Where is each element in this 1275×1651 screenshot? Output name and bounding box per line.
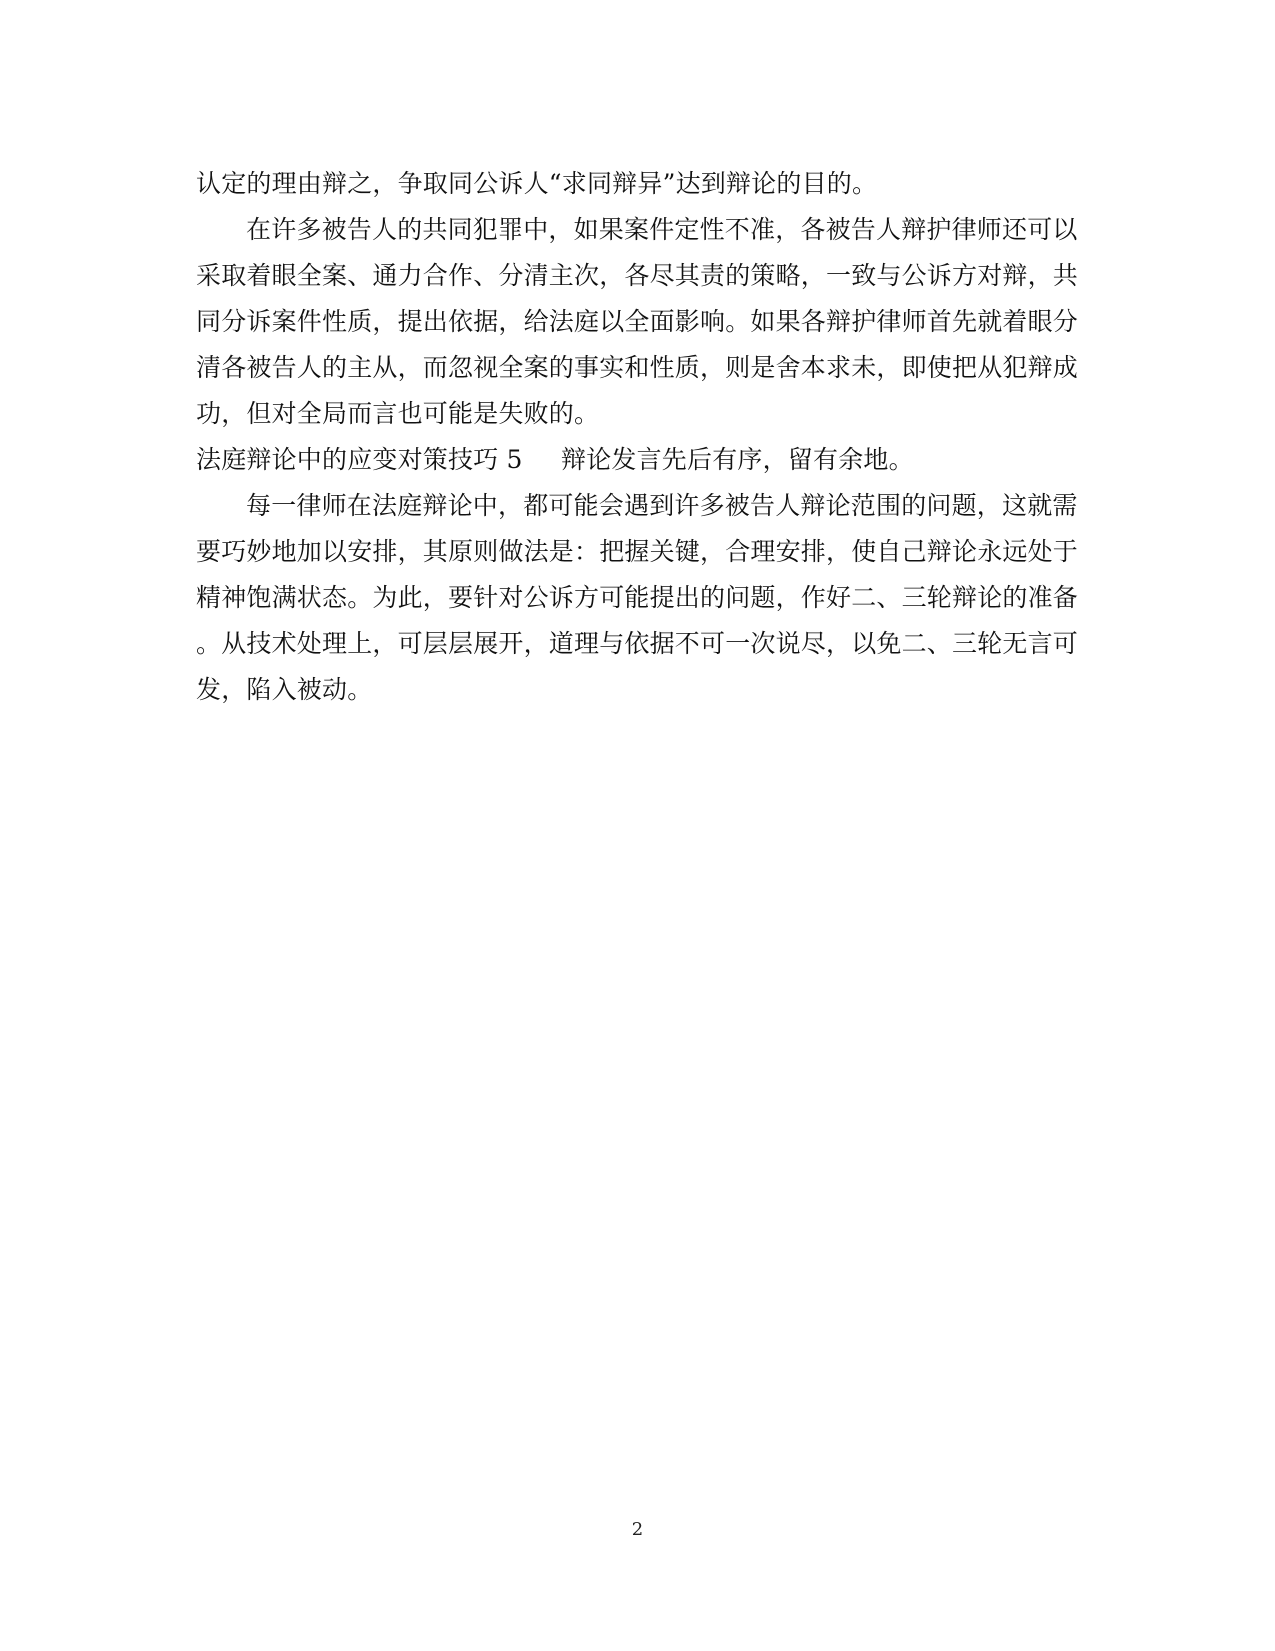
paragraph-line: 要巧妙地加以安排，其原则做法是：把握关键，合理安排，使自己辩论永远处于 bbox=[196, 537, 1079, 566]
section-heading bbox=[196, 436, 1066, 484]
paragraph-line: 清各被告人的主从，而忽视全案的事实和性质，则是舍本求未，即使把从犯辩成 bbox=[196, 353, 1079, 382]
paragraph-line: 同分诉案件性质，提出依据，给法庭以全面影响。如果各辩护律师首先就着眼分 bbox=[196, 307, 1079, 336]
page-number: 2 bbox=[631, 1519, 644, 1540]
paragraph-line: 认定的理由辩之，争取同公诉人“求同辩异”达到辩论的目的。 bbox=[196, 169, 878, 198]
paragraph-line: 精神饱满状态。为此，要针对公诉方可能提出的问题，作好二、三轮辩论的准备 bbox=[196, 583, 1079, 612]
paragraph-line: 在许多被告人的共同犯罪中，如果案件定性不准，各被告人辩护律师还可以 bbox=[246, 215, 1078, 244]
paragraph-line: 每一律师在法庭辩论中，都可能会遇到许多被告人辩论范围的问题，这就需 bbox=[246, 491, 1078, 520]
paragraph-line: 。从技术处理上，可层层展开，道理与依据不可一次说尽，以免二、三轮无言可 bbox=[196, 629, 1079, 658]
section-heading-text: 辩论发言先后有序，留有余地。 bbox=[561, 445, 914, 474]
paragraph-line: 功，但对全局而言也可能是失败的。 bbox=[196, 399, 600, 428]
paragraph-line: 发，陷入被动。 bbox=[196, 675, 373, 704]
section-heading-title: 法庭辩论中的应变对策技巧 5 bbox=[196, 445, 523, 474]
paragraph-line: 采取着眼全案、通力合作、分清主次，各尽其责的策略，一致与公诉方对辩，共 bbox=[196, 261, 1079, 290]
